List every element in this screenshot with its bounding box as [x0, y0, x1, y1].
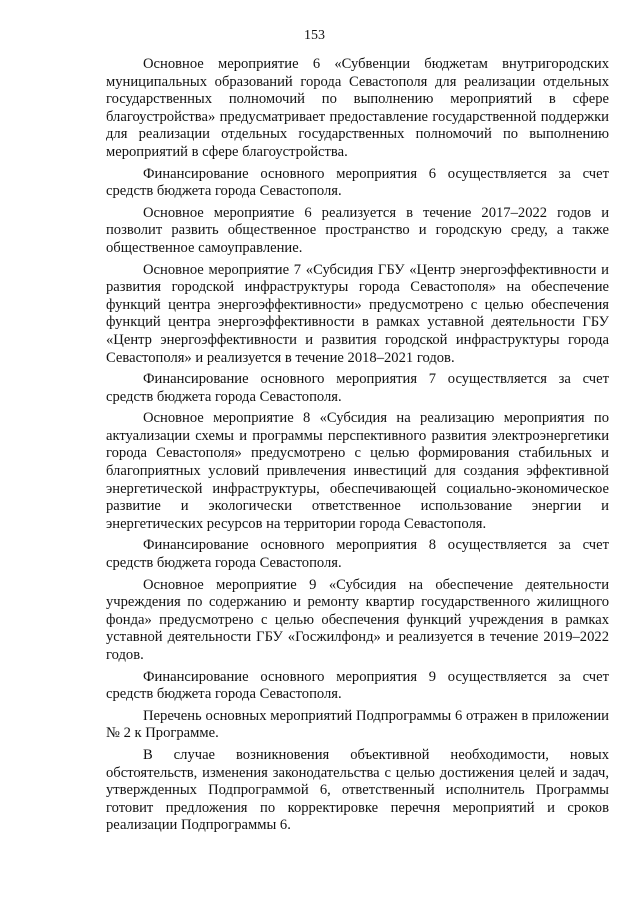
paragraph-event-6-period: Основное мероприятие 6 реализуется в течение 2017–2022 годов и позволит развить общественное пространство и городскую среду, а также общественное самоуправление.	[106, 204, 609, 256]
page-number: 153	[304, 28, 325, 43]
paragraph-event-8-financing: Финансирование основного мероприятия 8 осуществляется за счет средств бюджета города Севастополя.	[106, 537, 609, 572]
paragraph-event-9-financing: Финансирование основного мероприятия 9 осуществляется за счет средств бюджета города Севастополя.	[106, 668, 609, 703]
paragraph-event-6-financing: Финансирование основного мероприятия 6 осуществляется за счет средств бюджета города Севастополя.	[106, 165, 609, 200]
paragraph-event-7-description: Основное мероприятие 7 «Субсидия ГБУ «Центр энергоэффективности и развития городской инфраструктуры города Севастополя» на обеспечение функций центра энергоэффективности» предусмотрено с целью обеспечения функций центра энергоэффективности в рамках уставной деятельности ГБУ «Центр энергоэффективности и развития городской инфраструктуры города Севастополя» и реализуется в течение 2018–2021 годов.	[106, 261, 609, 366]
paragraph-event-8-description: Основное мероприятие 8 «Субсидия на реализацию мероприятия по актуализации схемы и программы перспективного развития электроэнергетики города Севастополя» предусмотрено с целью формирования стабильных и благоприятных условий привлечения инвестиций для создания эффективной энергетической инфраструктуры, обеспечивающей социально-экономическое развитие и экологически ответственное использование энергии и энергетических ресурсов на территории города Севастополя.	[106, 410, 609, 532]
paragraph-event-6-description: Основное мероприятие 6 «Субвенции бюджетам внутригородских муниципальных образований города Севастополя для реализации отдельных государственных полномочий по выполнению мероприятий в сфере благоустройства» предусматривает предоставление государственной поддержки для реализации отдельных государственных полномочий по выполнению мероприятий в сфере благоустройства.	[106, 56, 609, 160]
paragraph-event-9-description: Основное мероприятие 9 «Субсидия на обеспечение деятельности учреждения по содержанию и ремонту квартир государственного жилищного фонда» предусмотрено с целью обеспечения функций учреждения в рамках уставной деятельности ГБУ «Госжилфонд» и реализуется в течение 2019–2022 годов.	[106, 576, 609, 663]
paragraph-events-list-reference: Перечень основных мероприятий Подпрограммы 6 отражен в приложении № 2 к Программе.	[106, 707, 609, 742]
paragraph-event-7-financing: Финансирование основного мероприятия 7 осуществляется за счет средств бюджета города Севастополя.	[106, 371, 609, 405]
document-body	[106, 56, 609, 839]
paragraph-adjustment-procedure: В случае возникновения объективной необходимости, новых обстоятельств, изменения законодательства с целью достижения целей и задач, утвержденных Подпрограммой 6, ответственный исполнитель Программы готовит предложения по корректировке перечня мероприятий и сроков реализации Подпрограммы 6.	[106, 746, 609, 834]
